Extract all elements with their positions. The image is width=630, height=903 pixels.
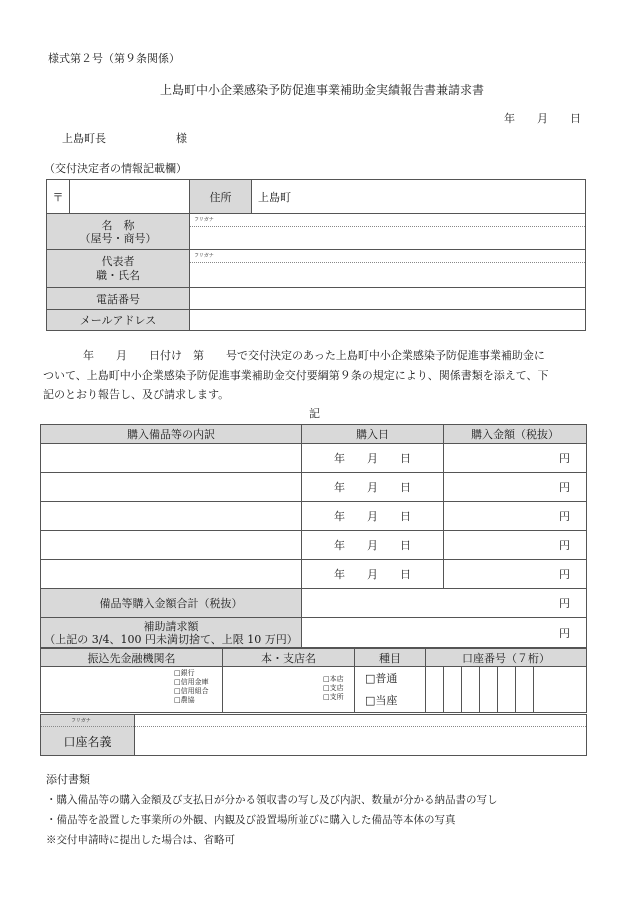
name-label-line2: （屋号・商号）	[79, 231, 157, 245]
account-digit[interactable]	[426, 667, 444, 713]
applicant-table	[46, 179, 586, 331]
purchase-item-input[interactable]	[41, 444, 302, 473]
yen-unit: 円	[559, 452, 570, 465]
yen-unit: 円	[559, 481, 570, 494]
purchase-amount-input[interactable]	[444, 473, 587, 502]
date-month: 月	[367, 568, 378, 581]
branch-option-main[interactable]: □本店	[323, 675, 344, 683]
phone-label: 電話番号	[47, 288, 190, 310]
bank-option-bank[interactable]: □銀行	[174, 669, 195, 677]
addressee-name: 上島町長	[62, 132, 106, 145]
yen-unit: 円	[559, 510, 570, 523]
purchase-date-input[interactable]	[302, 444, 444, 473]
attachment-item-1: ・購入備品等の購入金額及び支払日が分かる領収書の写し及び内訳、数量が分かる納品書の写し	[46, 794, 498, 806]
date-day: 日	[400, 568, 411, 581]
account-name-table	[40, 714, 587, 756]
name-label	[47, 214, 190, 250]
applicant-section-title: （交付決定者の情報記載欄）	[44, 162, 187, 175]
account-digit[interactable]	[480, 667, 498, 713]
type-option-current[interactable]: □当座	[365, 693, 398, 707]
email-input[interactable]	[190, 310, 586, 331]
purchase-header-amount: 購入金額（税抜）	[444, 425, 587, 444]
rep-label	[47, 250, 190, 288]
purchase-date-input[interactable]	[302, 502, 444, 531]
purchase-date-input[interactable]	[302, 531, 444, 560]
total-label: 備品等購入金額合計（税抜）	[41, 589, 302, 618]
subsidy-label	[41, 618, 302, 648]
subsidy-label-line1: 補助請求額	[143, 619, 199, 633]
body-paragraph	[43, 346, 549, 405]
account-furigana-input[interactable]	[135, 715, 587, 727]
page-title: 上島町中小企業感染予防促進事業補助金実績報告書兼請求書	[160, 83, 485, 97]
body-line-3: 記のとおり報告し、及び請求します。	[43, 388, 230, 401]
purchase-item-input[interactable]	[41, 502, 302, 531]
bank-header-type: 種目	[355, 649, 426, 667]
name-input[interactable]	[190, 214, 586, 250]
table-row	[41, 531, 587, 560]
date-day: 日	[400, 539, 411, 552]
rep-input[interactable]	[190, 250, 586, 288]
date-month: 月	[367, 481, 378, 494]
body-line-1: 年 月 日付け 第 号で交付決定のあった上島町中小企業感染予防促進事業補助金に	[83, 349, 545, 362]
account-furigana-label: フリガナ	[41, 715, 135, 727]
date-year: 年	[334, 481, 345, 494]
date-year: 年	[334, 510, 345, 523]
purchase-header-date: 購入日	[302, 425, 444, 444]
purchase-item-input[interactable]	[41, 531, 302, 560]
subsidy-amount-input[interactable]	[302, 618, 587, 648]
phone-input[interactable]	[190, 288, 586, 310]
purchase-amount-input[interactable]	[444, 444, 587, 473]
yen-unit: 円	[559, 539, 570, 552]
bank-option-nokyo[interactable]: □農協	[174, 696, 195, 704]
address-label: 住所	[190, 180, 252, 214]
purchase-amount-input[interactable]	[444, 502, 587, 531]
name-label-line1: 名 称	[101, 218, 135, 232]
account-digit[interactable]	[516, 667, 534, 713]
purchase-table	[40, 424, 587, 648]
address-value: 上島町	[258, 190, 291, 204]
bank-option-shinkin[interactable]: □信用金庫	[174, 678, 209, 686]
type-option-ordinary[interactable]: □普通	[365, 671, 398, 685]
purchase-date-input[interactable]	[302, 473, 444, 502]
rep-label-line2: 職・氏名	[96, 268, 140, 282]
name-furigana: フリガナ	[194, 217, 214, 223]
date-day: 日	[570, 112, 581, 125]
bank-header-account: 口座番号（７桁）	[426, 649, 587, 667]
bank-header-name: 振込先金融機関名	[41, 649, 223, 667]
account-digit[interactable]	[498, 667, 516, 713]
date-year: 年	[334, 568, 345, 581]
account-name-label: 口座名義	[41, 727, 135, 756]
bank-table	[40, 648, 587, 713]
address-input[interactable]	[252, 180, 586, 214]
account-type-cell	[355, 667, 426, 713]
purchase-date-input[interactable]	[302, 560, 444, 589]
date-day: 日	[400, 510, 411, 523]
account-digit[interactable]	[462, 667, 480, 713]
table-row	[41, 560, 587, 589]
branch-option-office[interactable]: □支所	[323, 693, 344, 701]
yen-unit: 円	[559, 597, 570, 610]
purchase-header-item: 購入備品等の内訳	[41, 425, 302, 444]
postal-mark: 〒	[47, 180, 70, 214]
account-digit[interactable]	[444, 667, 462, 713]
table-row	[41, 473, 587, 502]
yen-unit: 円	[559, 626, 570, 640]
date-line	[504, 110, 581, 126]
rep-furigana: フリガナ	[194, 253, 214, 259]
rep-label-line1: 代表者	[101, 254, 135, 268]
date-day: 日	[400, 481, 411, 494]
purchase-item-input[interactable]	[41, 560, 302, 589]
ki-label: 記	[309, 407, 320, 420]
date-month: 月	[537, 112, 548, 125]
attachments-title: 添付書類	[46, 773, 90, 786]
subsidy-label-line2: （上記の 3/4、100 円未満切捨て、上限 10 万円）	[44, 632, 298, 646]
branch-option-branch[interactable]: □支店	[323, 684, 344, 692]
date-year: 年	[334, 452, 345, 465]
purchase-item-input[interactable]	[41, 473, 302, 502]
attachment-item-2: ・備品等を設置した事業所の外観、内観及び設置場所並びに購入した備品等本体の写真	[46, 814, 456, 826]
purchase-amount-input[interactable]	[444, 531, 587, 560]
bank-option-shinkumi[interactable]: □信用組合	[174, 687, 209, 695]
postal-code-input[interactable]	[70, 180, 190, 214]
date-month: 月	[367, 510, 378, 523]
date-day: 日	[400, 452, 411, 465]
bank-header-branch: 本・支店名	[223, 649, 355, 667]
date-year: 年	[334, 539, 345, 552]
addressee-honorific: 様	[176, 132, 187, 145]
account-digit[interactable]	[534, 667, 587, 713]
body-line-2: ついて、上島町中小企業感染予防促進事業補助金交付要綱第９条の規定により、関係書類を添えて、下	[43, 368, 549, 382]
attachment-note: ※交付申請時に提出した場合は、省略可	[46, 834, 235, 846]
email-label: メールアドレス	[47, 310, 190, 331]
table-row	[41, 444, 587, 473]
purchase-amount-input[interactable]	[444, 560, 587, 589]
form-id: 様式第２号（第９条関係）	[48, 52, 180, 65]
yen-unit: 円	[559, 568, 570, 581]
branch-name-input[interactable]	[223, 667, 355, 713]
account-name-input[interactable]	[135, 727, 587, 756]
total-amount-input[interactable]	[302, 589, 587, 618]
date-year: 年	[504, 112, 515, 125]
table-row	[41, 502, 587, 531]
date-month: 月	[367, 452, 378, 465]
date-month: 月	[367, 539, 378, 552]
bank-name-input[interactable]	[41, 667, 223, 713]
